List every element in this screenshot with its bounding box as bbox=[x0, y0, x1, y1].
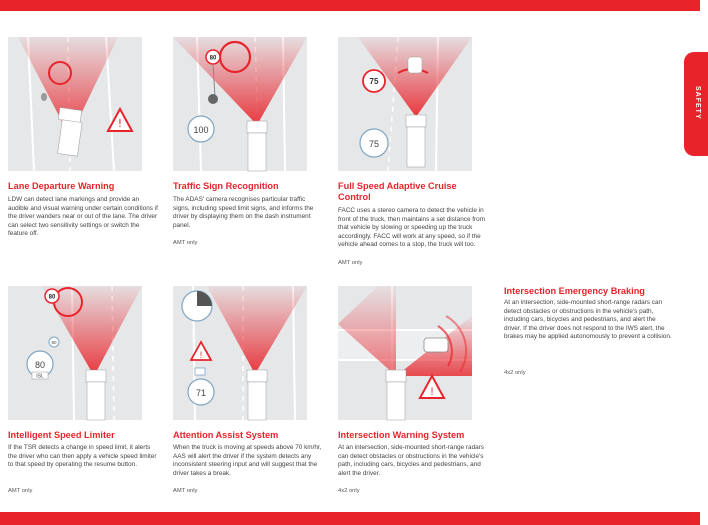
feature-title: Intersection Warning System bbox=[338, 430, 465, 440]
isl-illustration bbox=[8, 286, 142, 420]
feature-title: Attention Assist System bbox=[173, 430, 279, 440]
isl-dash-80: 80 bbox=[34, 360, 46, 370]
feature-title: Full Speed Adaptive Cruise Control bbox=[338, 181, 457, 202]
feature-body: LDW can detect lane markings and provide an audible and visual warning under certain conditions if the driver wanders near or out of the lane. The driver can select two sensitivity settings or switch the feature off. bbox=[8, 196, 158, 238]
feature-title: Intersection Emergency Braking bbox=[504, 286, 645, 296]
isl-dash-label: ISL bbox=[36, 373, 44, 380]
facc-dash-75: 75 bbox=[368, 139, 380, 149]
ldw-illustration bbox=[8, 37, 142, 171]
feature-title: Intelligent Speed Limiter bbox=[8, 430, 115, 440]
feature-note: AMT only bbox=[173, 488, 198, 494]
bottom-red-bar bbox=[0, 512, 700, 525]
facc-illustration bbox=[338, 37, 472, 171]
feature-body: FACC uses a stereo camera to detect the vehicle in front of the truck, then maintains a set distance from that vehicle by slowing or speeding up the truck accordingly. FACC will work at any speed, so if the vehicle ahead comes to a stop, the truck will too. bbox=[338, 207, 486, 249]
side-tab-label: SAFETY bbox=[694, 86, 701, 120]
tsr-illustration bbox=[173, 37, 307, 171]
isl-sign-80: 80 bbox=[48, 294, 56, 301]
iws-illustration bbox=[338, 286, 472, 420]
feature-note: 4x2 only bbox=[504, 370, 526, 376]
isl-small-80: 80 bbox=[51, 340, 57, 345]
feature-note: AMT only bbox=[338, 260, 363, 266]
svg-text:!: ! bbox=[430, 386, 434, 398]
facc-sign-75: 75 bbox=[369, 77, 379, 86]
side-tab bbox=[684, 52, 708, 156]
feature-body: At an intersection, side-mounted short-range radars can detect obstacles or obstructions in the vehicle's path, including cars, bicycles and pedestrians, and alert the driver. If the driver does not respond to the IWS alert, the brakes may be applied autonomously to prevent a collision. bbox=[504, 299, 672, 341]
feature-note: AMT only bbox=[8, 488, 33, 494]
aas-dash-71: 71 bbox=[195, 388, 207, 398]
tsr-dash-100: 100 bbox=[193, 125, 209, 135]
feature-note: AMT only bbox=[173, 240, 198, 246]
top-red-bar bbox=[0, 0, 700, 11]
feature-body: At an intersection, side-mounted short-range radars can detect obstacles or obstructions in the vehicle's path, including cars, bicycles and pedestrians, and alert the driver. bbox=[338, 444, 484, 477]
svg-text:!: ! bbox=[199, 350, 203, 360]
feature-title: Lane Departure Warning bbox=[8, 181, 115, 191]
svg-text:!: ! bbox=[117, 117, 123, 130]
aas-illustration bbox=[173, 286, 307, 420]
feature-title: Traffic Sign Recognition bbox=[173, 181, 279, 191]
feature-body: If the TSR detects a change in speed limit, it alerts the driver who can then apply a vehicle speed limiter to that speed by operating the resume button. bbox=[8, 444, 157, 469]
feature-body: When the truck is moving at speeds above 70 km/hr, AAS will alert the driver if the system detects any inconsistent steering input and will suggest that the driver takes a break. bbox=[173, 444, 322, 477]
feature-body: The ADAS' camera recognises particular traffic signs, including speed limit signs, and informs the driver by displaying them on the dash instrument panel. bbox=[173, 196, 314, 229]
feature-note: 4x2 only bbox=[338, 488, 360, 494]
tsr-sign-80: 80 bbox=[209, 55, 217, 62]
